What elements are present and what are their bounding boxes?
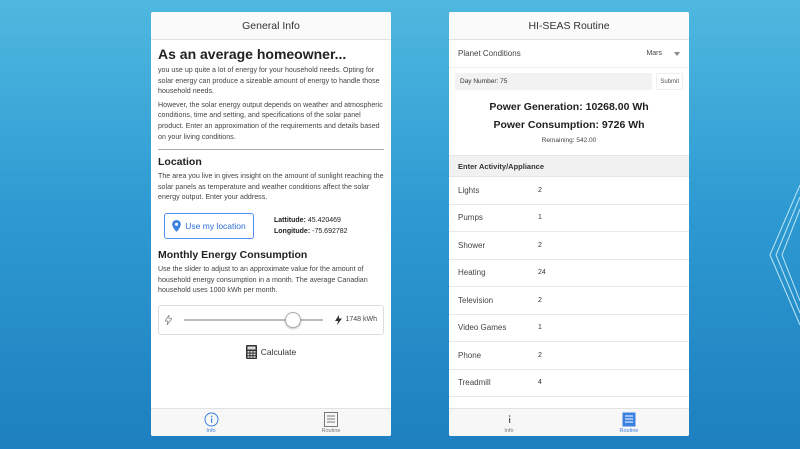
list-icon [324, 412, 338, 427]
nav-info[interactable] [151, 409, 271, 436]
planet-select[interactable] [646, 50, 680, 57]
list-item[interactable] [449, 232, 689, 260]
longitude-label: Longitude: [274, 227, 311, 235]
slider-handle[interactable] [285, 312, 301, 328]
decorative-stripes [760, 185, 800, 325]
list-item[interactable] [449, 260, 689, 288]
energy-slider-box [158, 305, 384, 335]
activity-qty: 1 [538, 324, 542, 332]
activity-name: Video Games [458, 323, 507, 333]
list-icon [622, 412, 636, 427]
divider [158, 149, 384, 150]
activity-qty: 2 [538, 241, 542, 249]
nav-routine-label: Routine [321, 428, 341, 434]
page-title: As an average homeowner... [158, 46, 347, 62]
latitude-label: Lattitude: [274, 216, 306, 224]
energy-slider[interactable] [184, 319, 323, 321]
calculator-icon [246, 345, 257, 359]
app-header: HI-SEAS Routine [449, 12, 689, 40]
planet-value: Mars [646, 50, 662, 57]
calculate-label: Calculate [260, 346, 297, 357]
list-item[interactable] [449, 315, 689, 343]
location-heading: Location [158, 156, 202, 169]
nav-routine-label: Routine [619, 428, 639, 434]
bolt-icon [335, 315, 342, 325]
activity-name: Treadmill [458, 378, 491, 388]
info-icon [502, 412, 517, 427]
activity-qty: 2 [538, 296, 542, 304]
list-item[interactable] [449, 287, 689, 315]
power-consumption: Power Consumption: 9726 Wh [493, 119, 645, 131]
list-item[interactable] [449, 177, 689, 205]
planet-label: Planet Conditions [458, 49, 521, 58]
bottom-nav [449, 408, 689, 436]
intro-paragraph: you use up quite a lot of energy for your household needs. Opting for solar energy can produce a sizeable amount of energy to handle those household needs. [158, 66, 380, 96]
activity-qty: 1 [538, 214, 542, 222]
activity-qty: 4 [538, 379, 542, 387]
nav-info-label: Info [504, 428, 514, 434]
nav-info[interactable] [449, 409, 569, 436]
list-item[interactable] [449, 205, 689, 233]
power-summary [449, 98, 689, 144]
monthly-text: Use the slider to adjust to an approximate value for the amount of household energy consumption in a month. The average Canadian household uses 1000 kWh per month. [158, 264, 368, 295]
activity-name: Television [458, 295, 494, 305]
power-generation: Power Generation: 10268.00 Wh [489, 101, 649, 113]
app-header: General Info [151, 12, 391, 40]
nav-routine[interactable] [569, 409, 689, 436]
activity-name: Phone [458, 350, 482, 360]
info-icon [204, 412, 219, 427]
activity-qty: 2 [538, 351, 542, 359]
coordinates [274, 215, 348, 237]
details-paragraph: However, the solar energy output depends on weather and atmospheric conditions, time and setting, and specifications of the solar panel product. Enter an approximation of the requirements and details based on your living conditions. [158, 100, 383, 141]
day-number-input[interactable] [455, 73, 652, 90]
nav-info-label: Info [206, 428, 216, 434]
activity-list [449, 177, 689, 397]
map-pin-icon [172, 220, 181, 232]
general-info-screen [151, 12, 391, 436]
activity-name: Lights [458, 185, 480, 195]
list-item[interactable] [449, 342, 689, 370]
bottom-nav [151, 408, 391, 436]
activity-header: Enter Activity/Appliance [449, 155, 689, 177]
slider-value: 1748 kWh [345, 316, 377, 324]
use-location-button[interactable] [164, 213, 254, 239]
list-item[interactable] [449, 370, 689, 398]
calculate-button[interactable] [158, 345, 384, 359]
activity-qty: 24 [538, 269, 546, 277]
monthly-heading: Monthly Energy Consumption [158, 248, 308, 261]
activity-name: Heating [458, 268, 486, 278]
routine-screen [449, 12, 689, 436]
planet-conditions-row [449, 40, 689, 68]
longitude-value: -75.692782 [312, 227, 348, 235]
caret-down-icon [674, 52, 680, 56]
activity-qty: 2 [538, 186, 542, 194]
latitude-value: 45.420469 [307, 216, 341, 224]
activity-name: Shower [458, 240, 486, 250]
location-text: The area you live in gives insight on the amount of sunlight reaching the solar panels as temperature and weather conditions affect the solar energy output. Enter your address. [158, 172, 384, 202]
bolt-outline-icon [165, 315, 172, 325]
activity-name: Pumps [458, 213, 483, 223]
use-location-label: Use my location [185, 220, 246, 231]
nav-routine[interactable] [271, 409, 391, 436]
power-remaining: Remaining: 542.00 [541, 137, 597, 144]
submit-button[interactable]: Submit [656, 73, 683, 90]
